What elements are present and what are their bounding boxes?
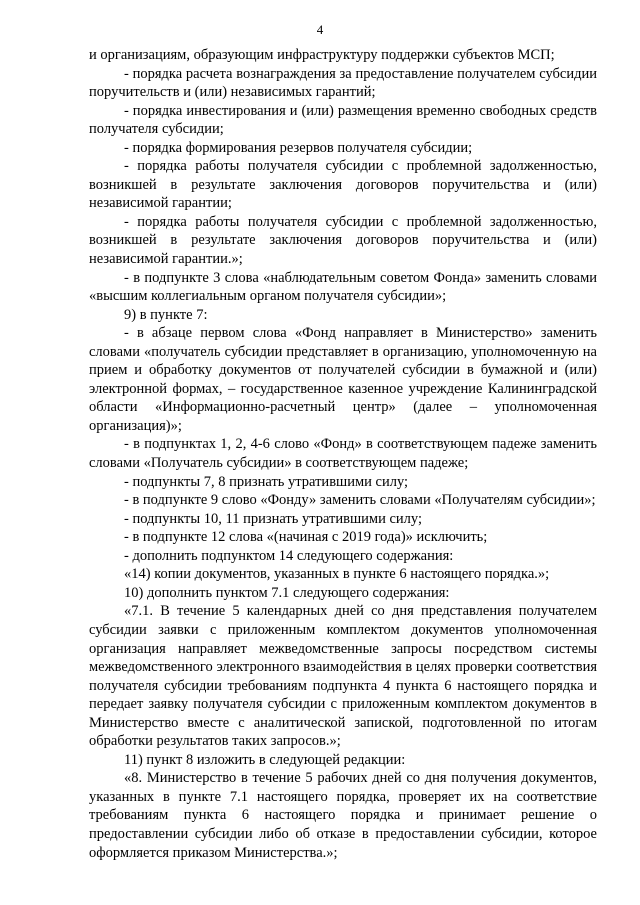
document-body (89, 46, 597, 862)
paragraph: - подпункты 7, 8 признать утратившими силу; (124, 473, 409, 490)
paragraph: «7.1. В течение 5 календарных дней со дня представления получателем субсидии заявки с приложенным комплектом документов уполномоченная организация направляет межведомственные запросы посредством системы межведомственного электронного взаимодействия в целях проверки соответствия получателя субсидии требованиям подпункта 4 пункта 6 настоящего порядка и передает заявку получателя субсидии с приложенным комплектом документов в Министерство вместе с аналитической запиской, подготовленной по итогам обработки результатов таких запросов.»; (89, 603, 597, 750)
paragraph: - в абзаце первом слова «Фонд направляет в Министерство» заменить словами «получатель субсидии представляет в организацию, уполномоченную на прием и обработку документов от получателей субсидии в бумажной и (или) электронной формах, – государственное казенное учреждение Калининградской области «Информационно-расчетный центр» (далее – уполномоченная организация)»; (89, 325, 597, 434)
paragraph: - в подпункте 9 слово «Фонду» заменить словами «Получателям субсидии»; (124, 492, 596, 509)
paragraph: - порядка работы получателя субсидии с проблемной задолженностью, возникшей в результате заключения договоров поручительства и (или) независимой гарантии.»; (89, 213, 597, 268)
paragraph: «14) копии документов, указанных в пункте 6 настоящего порядка.»; (124, 566, 550, 583)
paragraph: - порядка работы получателя субсидии с проблемной задолженностью, возникшей в результате заключения договоров поручительства и (или) независимой гарантии; (89, 158, 597, 212)
paragraph: - подпункты 10, 11 признать утратившими силу; (124, 510, 423, 527)
paragraph: 11) пункт 8 изложить в следующей редакции: (124, 751, 406, 768)
paragraph: 9) в пункте 7: (124, 306, 208, 323)
paragraph: - в подпунктах 1, 2, 4-6 слово «Фонд» в соответствующем падеже заменить словами «Получатель субсидии» в соответствующем падеже; (89, 436, 597, 472)
paragraph: - порядка инвестирования и (или) размещения временно свободных средств получателя субсидии; (89, 102, 597, 138)
page-number: 4 (316, 22, 324, 37)
paragraph: 10) дополнить пунктом 7.1 следующего содержания: (124, 584, 450, 601)
paragraph: - порядка расчета вознаграждения за предоставление получателем субсидии поручительств и (или) независимых гарантий; (89, 65, 597, 101)
paragraph: - в подпункте 3 слова «наблюдательным советом Фонда» заменить словами «высшим коллегиальным органом получателя субсидии»; (89, 269, 597, 305)
paragraph: - дополнить подпунктом 14 следующего содержания: (124, 547, 454, 564)
paragraph: «8. Министерство в течение 5 рабочих дней со дня получения документов, указанных в пункте 7.1 настоящего порядка, проверяет их на соответствие требованиям пункта 6 настоящего порядка и принимает решение о предоставлении субсидии либо об отказе в предоставлении субсидии, которое оформляется приказом Министерства.»; (89, 770, 597, 861)
paragraph: - в подпункте 12 слова «(начиная с 2019 года)» исключить; (124, 529, 488, 546)
paragraph: и организациям, образующим инфраструктуру поддержки субъектов МСП; (89, 47, 555, 63)
paragraph: - порядка формирования резервов получателя субсидии; (124, 139, 473, 156)
